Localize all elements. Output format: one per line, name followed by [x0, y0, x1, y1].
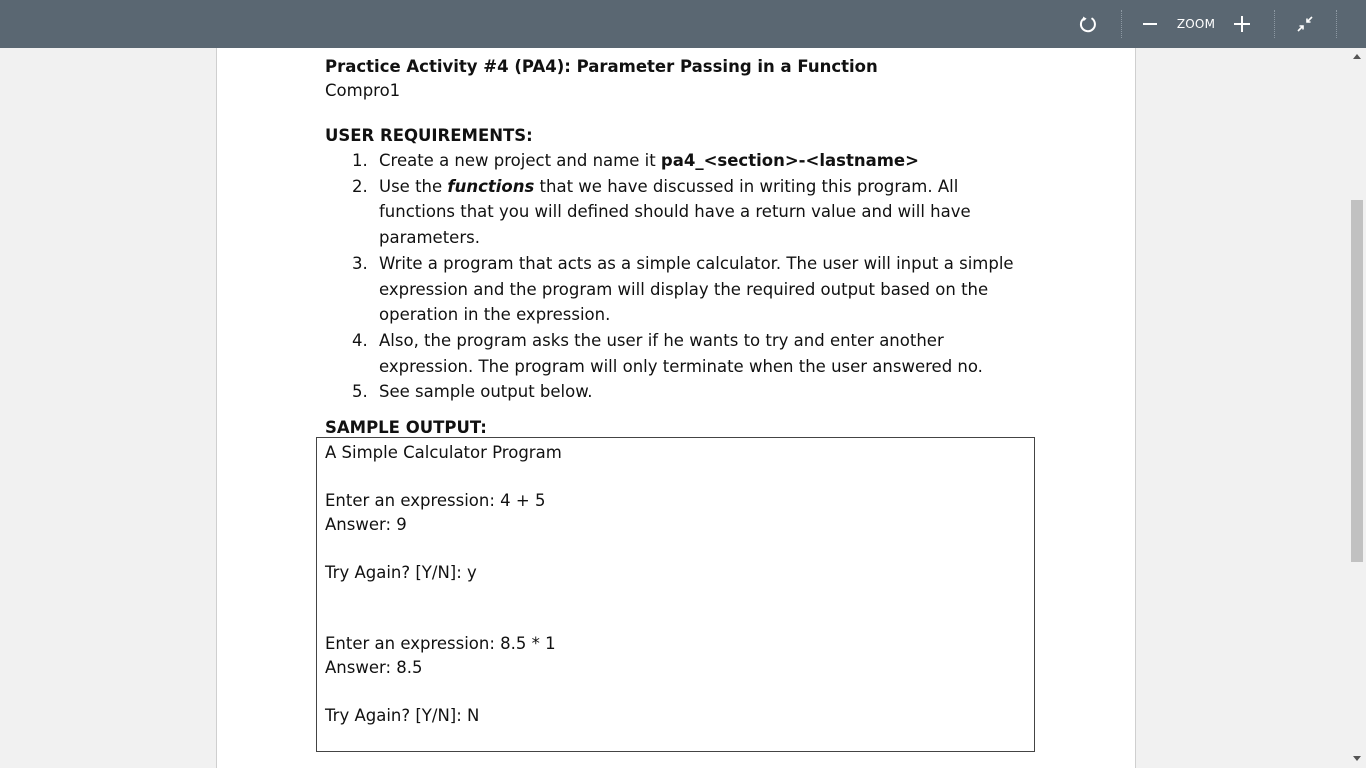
scroll-up-arrow-icon[interactable] [1353, 54, 1361, 59]
document-subtitle: Compro1 [325, 81, 401, 100]
requirements-list [325, 148, 1025, 405]
list-item: 2. Use the functions that we have discussed in writing this program. All functions that you will defined should have a return value and will have parameters. [352, 176, 971, 248]
viewer-toolbar [0, 0, 1366, 48]
requirements-heading: USER REQUIREMENTS: [325, 126, 533, 145]
sample-line: Enter an expression: 8.5 * 1 [325, 634, 556, 653]
sample-line: A Simple Calculator Program [325, 443, 562, 462]
sample-line: Try Again? [Y/N]: N [325, 706, 480, 725]
document-title: Practice Activity #4 (PA4): Parameter Passing in a Function [325, 57, 878, 76]
document-content [325, 55, 1025, 440]
list-item: 4. Also, the program asks the user if he wants to try and enter another expression. The program will only terminate when the user answered no. [352, 330, 983, 376]
collapse-button[interactable] [1290, 8, 1320, 40]
sample-output-text [325, 441, 562, 728]
refresh-icon [1078, 14, 1098, 34]
sample-line: Answer: 8.5 [325, 658, 423, 677]
toolbar-divider [1121, 10, 1122, 38]
sample-line: Answer: 9 [325, 515, 407, 534]
document-page [216, 48, 1136, 768]
plus-icon [1233, 15, 1251, 33]
sample-line: Enter an expression: 4 + 5 [325, 491, 546, 510]
sample-output-heading: SAMPLE OUTPUT: [325, 418, 487, 438]
toolbar-divider [1336, 10, 1337, 38]
refresh-button[interactable] [1072, 8, 1104, 40]
zoom-label: ZOOM [1176, 17, 1216, 31]
collapse-arrows-icon [1295, 14, 1315, 34]
toolbar-divider [1274, 10, 1275, 38]
document-viewport[interactable] [0, 48, 1349, 768]
list-item: 3. Write a program that acts as a simple calculator. The user will input a simple expression and the program will display the required output based on the operation in the expression. [352, 253, 1014, 325]
sample-output-box [316, 437, 1035, 752]
minus-icon [1142, 16, 1158, 32]
vertical-scrollbar[interactable] [1349, 48, 1366, 768]
zoom-out-button[interactable] [1138, 8, 1162, 40]
zoom-in-button[interactable] [1230, 8, 1254, 40]
sample-line: Try Again? [Y/N]: y [325, 563, 477, 582]
list-item: 1. Create a new project and name it pa4_<section>-<lastname> [352, 151, 919, 170]
scrollbar-thumb[interactable] [1351, 200, 1363, 562]
list-item: 5. See sample output below. [352, 382, 593, 402]
scroll-down-arrow-icon[interactable] [1353, 756, 1361, 761]
